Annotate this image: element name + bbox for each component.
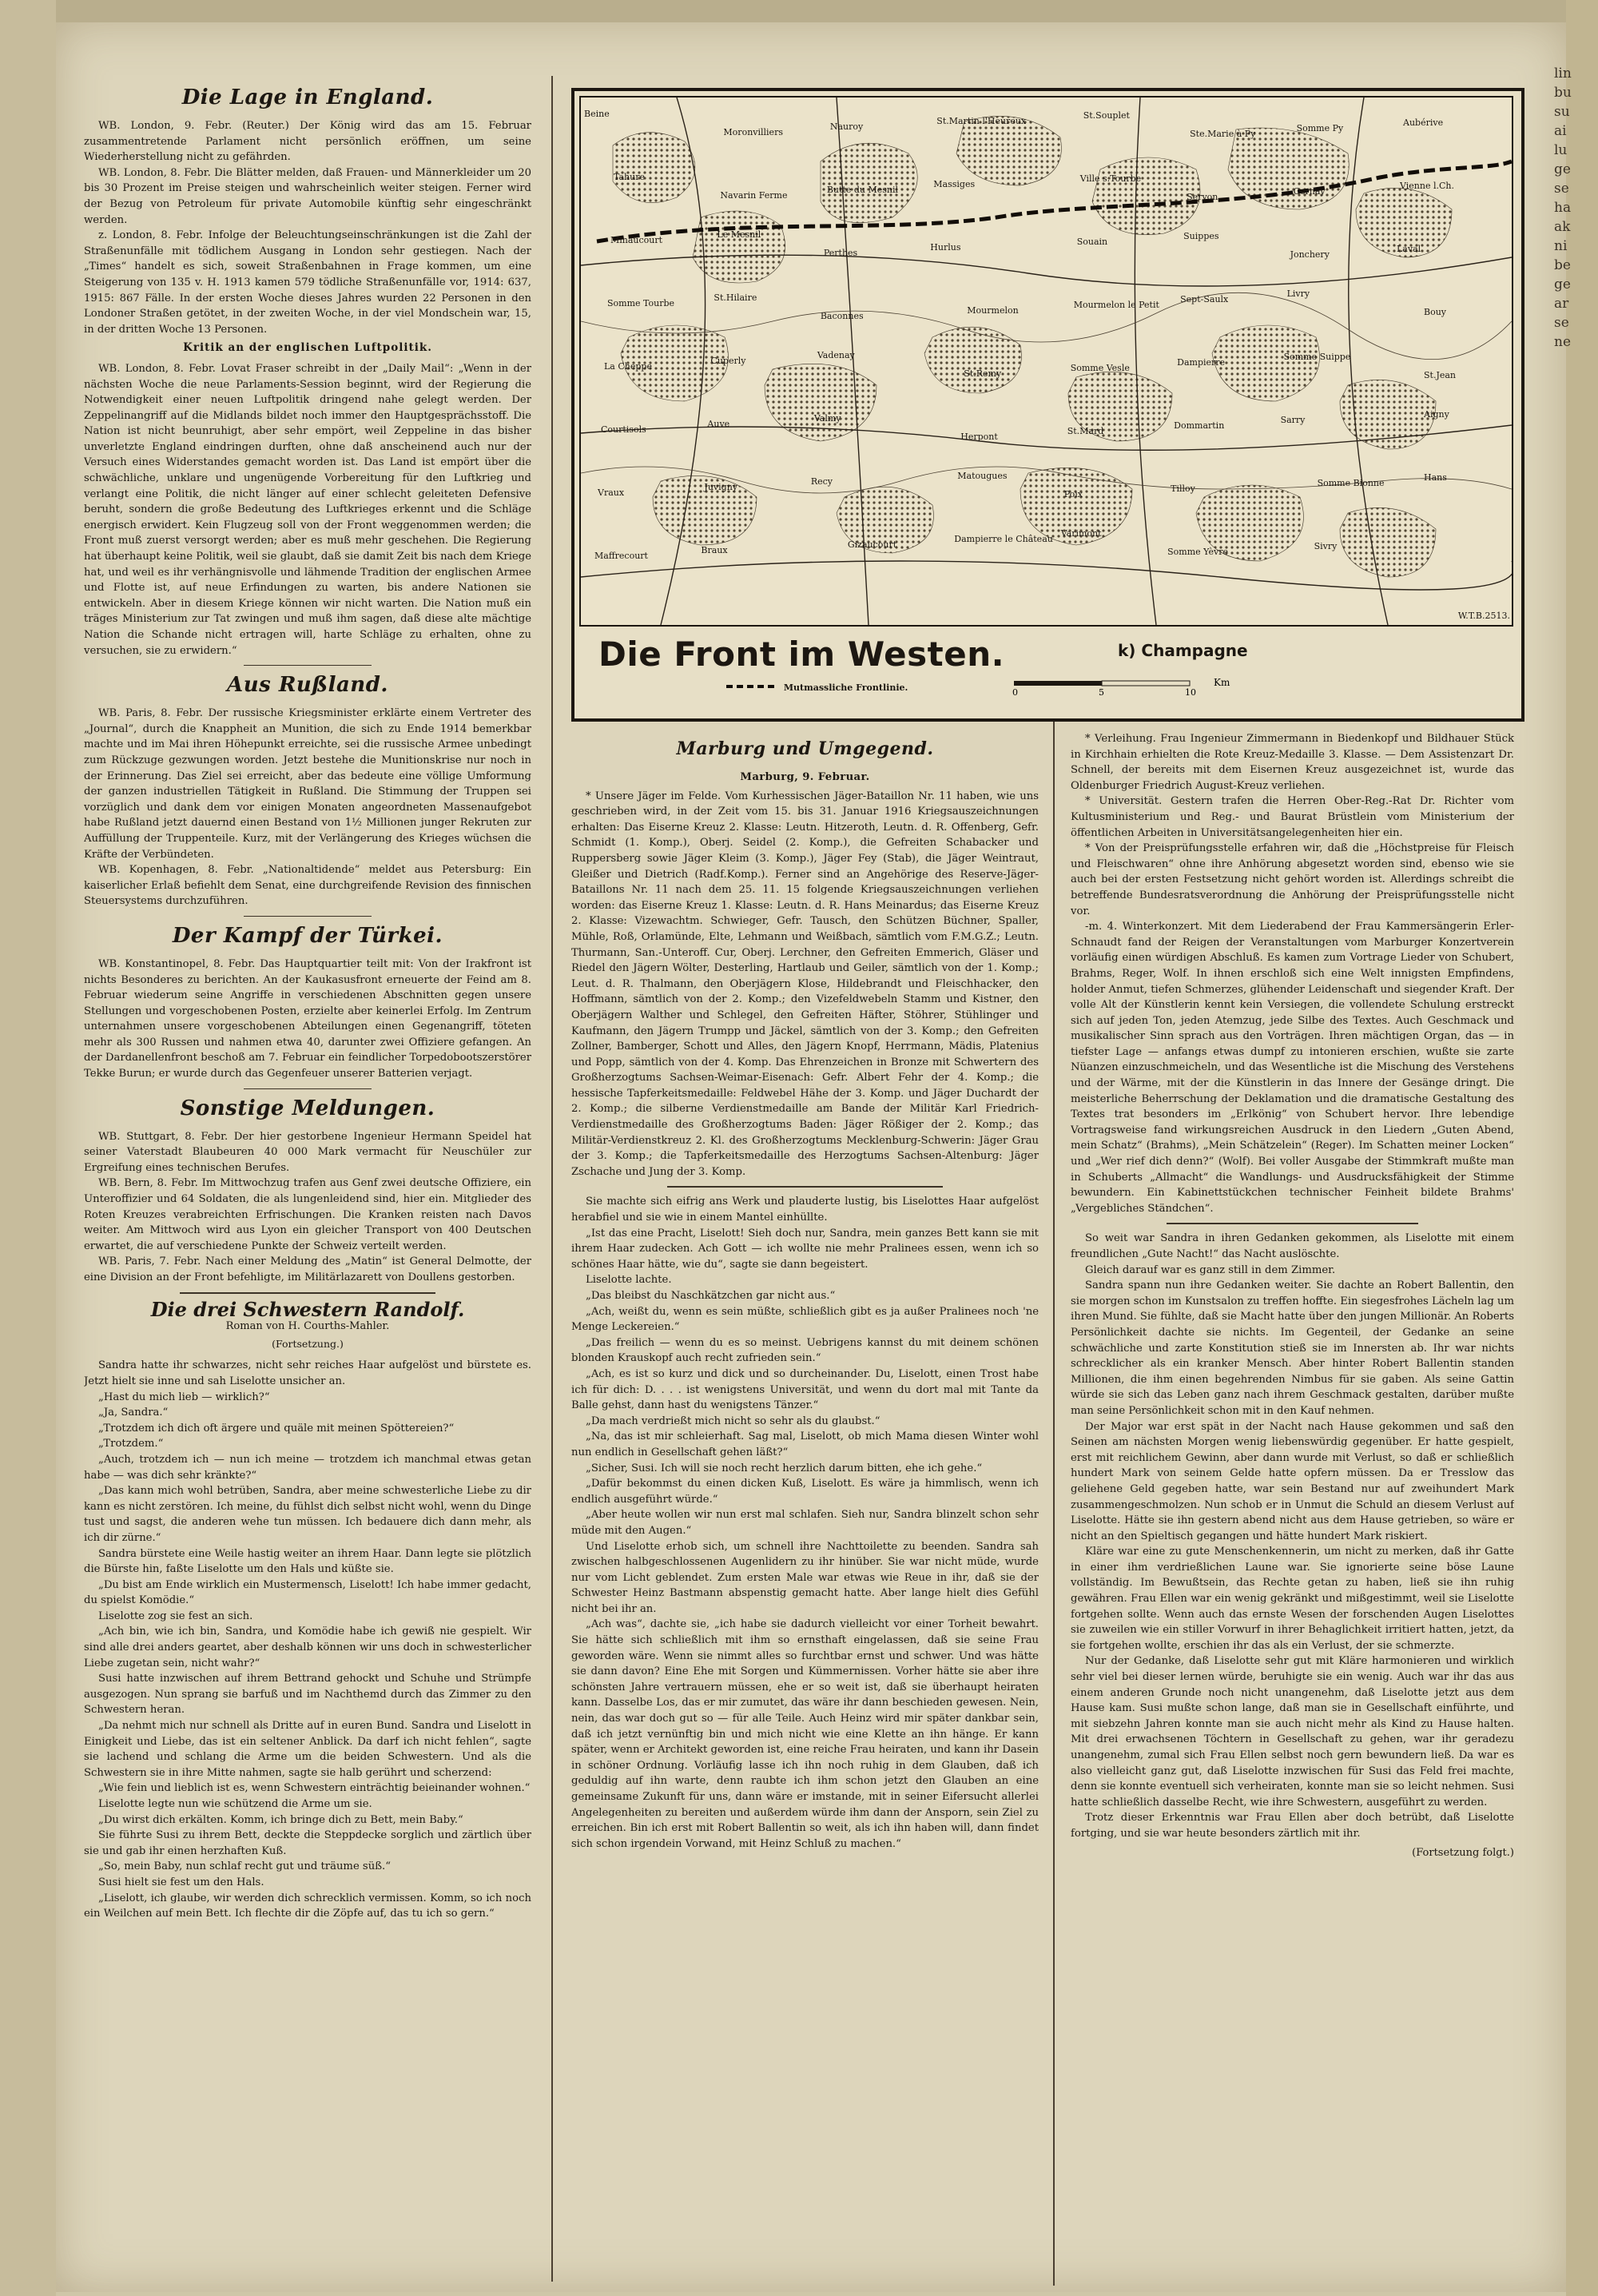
map-place-label: Cernay: [1293, 186, 1326, 197]
novel-paragraph: „Auch, trotzdem ich — nun ich meine — trotzdem ich manchmal etwas getan habe — was dich sehr kränkte?“: [84, 1453, 531, 1482]
map-place-label: Perthes: [823, 248, 858, 258]
article-paragraph: WB. Bern, 8. Febr. Im Mittwochzug trafen aus Genf zwei deutsche Offiziere, ein Unteroffizier und 64 Soldaten, die als lungenleidend sind, hier ein. Mitglieder des Roten Kreuzes verabreichten Erfrischungen. Die Kranken reisten nach Davos weiter. Am Mittwoch wird aus Lyon ein gleicher Transport von 400 Deutschen erwartet, die auf verschiedene Punkte der Schweiz verteilt werden.: [84, 1177, 531, 1252]
headline-england: Die Lage in England.: [181, 86, 434, 109]
edge-text-fragment: ge: [1554, 277, 1571, 292]
england-articles: [84, 118, 531, 337]
novel-paragraph: Kläre war eine zu gute Menschenkennerin, um nicht zu merken, daß ihr Gatte in einer ihm verdrießlichen Laune war. Sie ignorierte seine böse Laune vollständig. Im Bewußtsein, das Rechte getan zu haben, ließ sie ihn ruhig gewähren. Frau Ellen war ein wenig gekränkt und mißgestimmt, weil sie Liselotte fortgehen sollte. Wenn auch das ernste Wesen der forschenden Augen Liselottes sie zuweilen wie ein stiller Vorwurf in ihrer Behaglichkeit irritiert hatten, jetzt, da sie fortgehen wollte, erschien ihr das als ein Verlust, der sie schmerzte.: [1071, 1546, 1514, 1652]
novel-paragraph: Susi hielt sie fest um den Hals.: [98, 1876, 264, 1888]
column-rule: [1053, 719, 1055, 2286]
novel-paragraph: „So, mein Baby, nun schlaf recht gut und träume süß.“: [98, 1860, 391, 1873]
map-place-label: Somme Bionne: [1317, 478, 1385, 488]
novel-paragraph: Nur der Gedanke, daß Liselotte sehr gut mit Kläre harmonieren und wirklich sehr viel bei dieser lernen würde, beruhigte sie ein wenig. Auch war ihr das aus einem anderen Grunde noch nicht unangenehm, daß Liselotte jetzt aus dem Hause kam. Susi mußte schon lange, daß man sie in Gesellschaft einführte, und mit siebzehn Jahren konnte man sie auch nicht mehr als Kind zu Hause halten. Mit drei erwachsenen Töchtern in Gesellschaft zu gehen, war ihr geradezu unangenehm, zumal sich Frau Ellen selbst noch gern bewundern ließ. Da war es also vielleicht ganz gut, daß Liselotte inzwischen für Susi das Feld frei machte, denn sie konnte eventuell sich verheiraten, konnte man sie so leicht nehmen. Susi hatte schließlich dasselbe Recht, wie ihre Schwestern, ausgeführt zu werden.: [1071, 1655, 1514, 1809]
map-area: [579, 96, 1513, 627]
map-place-label: Vienne l.Ch.: [1400, 181, 1454, 191]
front-map: [571, 88, 1524, 722]
map-place-label: Herpont: [960, 432, 998, 442]
map-place-label: Sivry: [1314, 541, 1338, 551]
map-place-label: Beine: [584, 109, 610, 119]
serial-novel-byline: Roman von H. Courths-Mahler.: [225, 1320, 390, 1333]
novel-paragraph: „Ach was“, dachte sie, „ich habe sie dadurch vielleicht vor einer Torheit bewahrt. Sie hätte sich schließlich mit ihm so ernsthaft eingelassen, daß sie seine Frau geworden wäre. Wenn sie nimmt alles so furchtbar ernst und schwer. Und was hätte sie dann davon? Eine Ehe mit Sorgen und Kümmernissen. Vorher hätte sie aber ihre schönsten Jahre vertrauern müssen, ehe er so weit ist, daß sie überhaupt heiraten kann. Dasselbe Los, das er mir zumutet, das wäre ihr dann beschieden gewesen. Nein, nein, das war doch gut so — für alle Teile. Auch Heinz wird mir später dankbar sein, daß ich jetzt vernünftig bin und mich nicht wie eine Klette an ihn hänge. Er kann später, wenn er Architekt geworden ist, eine reiche Frau heiraten, und kann ihr Dasein in schöner Ordnung. Vorläufig lasse ich ihn noch ruhig in dem Glauben, daß ich geduldig auf ihn warte, denn raubte ich ihm schon jetzt den Glauben an eine gemeinsame Zukunft für uns, dann wäre er imstande, mit in seiner Eifersucht allerlei Angelegenheiten zu bereiten und außerdem würde ihm dann der Ansporn, sein Ziel zu erreichen. Bin ich erst mit Robert Ballentin so weit, als ich ihn haben will, dann findet sich schon irgendein Vorwand, mit Heinz Schluß zu machen.“: [571, 1618, 1039, 1850]
edge-text-fragment: lin: [1554, 66, 1572, 82]
dateline: Marburg, 9. Februar.: [740, 771, 870, 783]
column-left: [84, 80, 531, 2286]
novel-paragraph: Sie machte sich eifrig ans Werk und plauderte lustig, bis Liselottes Haar aufgelöst herabfiel und sie wie in einem Mantel einhüllte.: [571, 1196, 1039, 1224]
map-place-label: Maffrecourt: [594, 551, 648, 561]
article-paragraph: WB. Stuttgart, 8. Febr. Der hier gestorbene Ingenieur Hermann Speidel hat seiner Vaterstadt Blaubeuren 40 000 Mark vermacht für Neuschüler zur Ergreifung eines technischen Berufes.: [84, 1130, 531, 1174]
scan-border-left: [0, 0, 56, 2296]
article-paragraph: WB. Paris, 7. Febr. Nach einer Meldung des „Matin“ ist General Delmotte, der eine Division an der Front befehligte, im Militärlazarett von Doullens gestorben.: [84, 1255, 531, 1283]
map-title: Die Front im Westen.: [598, 635, 1005, 674]
section-divider: [180, 1292, 435, 1294]
legend-line-swatch: [726, 685, 774, 691]
map-place-label: Baconnes: [820, 311, 864, 321]
divider: [244, 665, 372, 666]
novel-paragraph: „Da nehmt mich nur schnell als Dritte auf in euren Bund. Sandra und Liselott in Einigkeit und Liebe, das ist ein seltener Anblick. Da darf ich nicht fehlen“, sagte sie lachend und schlang die Arme um die beiden Schwestern. Und als die Schwestern sie in ihre Mitte nahmen, sagte sie halb gerührt und scherzend:: [84, 1720, 531, 1779]
map-place-label: Cuperly: [710, 356, 746, 366]
article-paragraph: WB. London, 8. Febr. Lovat Fraser schreibt in der „Daily Mail“: „Wenn in der nächsten Woche die neue Parlaments-Session beginnt, wird der Regierung die Notwendigkeit einer neuen Luftpolitik dringend nahe gelegt werden. Der Zeppelinangriff auf die Midlands bildet noch immer den Hauptgesprächsstoff. Die Nation ist nicht beunruhigt, aber sehr empört, weil Zeppeline in das bisher unverletzte England eindringen durften, ohne daß anscheinend auch nur der Versuch eines Widerstandes gemacht worden ist. Das Land ist empört über die schwächliche, unklare und ungenügende Vorbereitung für den Luftkrieg und verlangt eine Politik, die nicht länger auf einer schlecht geleiteten Defensive beruht, sondern die große Bedeutung des Luftkrieges erkennt und die Schläge energisch erwidert. Kein Flugzeug soll von der Front weggenommen werden; die Front muß zuerst versorgt werden; aber es muß mehr geschehen. Die Regierung hat überhaupt keine Politik, weil sie glaubt, daß sie damit Zeit bis nach dem Kriege hat, und weil es ihr verhängnisvolle und lähmende Tradition der englischen Armee und Flotte ist, auf neue Erfindungen zu warten, bis andere Nationen sie entwickeln. Aber in diesem Kriege können wir nicht warten. Die Nation muß ein träges Ministerium zur Tat zwingen und muß ihm sagen, daß diese alte mächtige Nation die Schande nicht ertragen will, harte Schläge zu erhalten, ohne zu versuchen, sie zu erwidern.“: [84, 362, 531, 657]
novel-paragraph: „Du wirst dich erkälten. Komm, ich bringe dich zu Bett, mein Baby.“: [98, 1813, 463, 1826]
map-place-label: Aubérive: [1403, 117, 1444, 128]
map-place-label: Massiges: [933, 179, 976, 189]
novel-paragraph: Trotz dieser Erkenntnis war Frau Ellen aber doch betrübt, daß Liselotte fortging, und sie war heute besonders zärtlich mit ihr.: [1071, 1812, 1514, 1840]
map-place-label: Suippes: [1183, 231, 1219, 241]
scale-tick-5: 5: [1099, 687, 1104, 697]
novel-paragraph: „Dafür bekommst du einen dicken Kuß, Liselott. Es wäre ja himmlisch, wenn ich endlich ausgeführt würde.“: [571, 1478, 1039, 1506]
scale-tick-10: 10: [1185, 687, 1196, 697]
map-place-label: Sept-Saulx: [1180, 294, 1229, 304]
map-place-label: St.Hilaire: [714, 292, 757, 303]
edge-text-fragment: ai: [1554, 123, 1567, 139]
column-middle: [571, 731, 1039, 2282]
map-place-label: Sarry: [1280, 415, 1306, 425]
novel-paragraph: „Du bist am Ende wirklich ein Mustermensch, Liselott! Ich habe immer gedacht, du spielst Komödie.“: [84, 1578, 531, 1607]
scan-border-top: [0, 0, 1598, 22]
map-place-label: Navarin Ferme: [720, 190, 788, 201]
scale-unit: Km: [1214, 677, 1230, 688]
section-divider: [667, 1186, 943, 1188]
novel-paragraph: Und Liselotte erhob sich, um schnell ihre Nachttoilette zu beenden. Sandra sah zwischen halbgeschlossenen Augenlidern zu ihr hinüber. Sie war nicht müde, wurde nur vom Licht geblendet. Zum ersten Male war etwas wie Reue in ihr, daß sie der Schwester Heinz Bastmann abspenstig gemacht hatte. Aber lange hielt dies Gefühl nicht bei ihr an.: [571, 1540, 1039, 1615]
edge-text-fragment: ar: [1554, 296, 1569, 312]
novel-paragraph: Liselotte lachte.: [586, 1274, 672, 1287]
map-place-label: Matougues: [957, 471, 1008, 481]
novel-paragraph: Susi hatte inzwischen auf ihrem Bettrand gehockt und Schuhe und Strümpfe ausgezogen. Nun sprang sie barfuß und im Nachthemd durch das Zimmer zu den Schwestern heran.: [84, 1673, 531, 1717]
edge-text-fragment: ne: [1554, 334, 1572, 350]
map-place-label: Jonchery: [1290, 249, 1330, 260]
novel-paragraph: „Das bleibst du Naschkätzchen gar nicht aus.“: [586, 1290, 836, 1302]
map-place-label: Servon: [1187, 192, 1218, 202]
novel-paragraph: „Trotzdem ich dich oft ärgere und quäle mit meinen Spöttereien?“: [98, 1422, 455, 1435]
headline-tuerkei: Der Kampf der Türkei.: [172, 923, 443, 948]
map-place-label: Mourmelon le Petit: [1073, 300, 1159, 310]
article-paragraph: WB. London, 9. Febr. (Reuter.) Der König wird das am 15. Februar zusammentretende Parlament nicht persönlich eröffnen, um seine Wiederherstellung nicht zu gefährden.: [84, 120, 531, 164]
map-place-label: St.Mard: [1067, 426, 1104, 436]
novel-paragraph: Sandra hatte ihr schwarzes, nicht sehr reiches Haar aufgelöst und bürstete es. Jetzt hielt sie inne und sah Liselotte unsicher an.: [84, 1359, 531, 1387]
novel-paragraph: „Da mach verdrießt mich nicht so sehr als du glaubst.“: [586, 1415, 880, 1427]
scale-tick-0: 0: [1012, 687, 1018, 697]
map-place-label: Dampierre le Château: [954, 534, 1053, 544]
serial-novel-text: [84, 1358, 531, 1921]
novel-paragraph: Der Major war erst spät in der Nacht nach Hause gekommen und saß den Seinen am nächsten Morgen wenig liebenswürdig gegenüber. Er hatte gespielt, erst mit reichlichem Gewinn, aber dann wurde mit Verlust, so daß er schließlich hundert Mark von seinem Gelde hatte opfern müssen. Da er Tresslow das geliehene Geld gegeben hatte, war sein Bestand nur auf zweihundert Mark zusammengeschmolzen. Nun schob er in Unmut die Schuld an diesem Verlust auf Liselotte. Hätte sie ihn gestern abend nicht aus dem Hause getrieben, so wäre er nicht an den Spieltisch gegangen und hätte hundert Mark riskiert.: [1071, 1420, 1514, 1542]
novel-paragraph: „Das freilich — wenn du es so meinst. Uebrigens kannst du mit deinem schönen blonden Krauskopf auch recht zufrieden sein.“: [571, 1336, 1039, 1365]
novel-paragraph: „Aber heute wollen wir nun erst mal schlafen. Sieh nur, Sandra blinzelt schon sehr müde mit den Augen.“: [571, 1509, 1039, 1537]
article-paragraph: WB. London, 8. Febr. Die Blätter melden, daß Frauen- und Männerkleider um 20 bis 30 Prozent im Preise steigen und wahrscheinlich weiter steigen. Ferner wird der Bezug von Petroleum für private Automobile künftig sehr eingeschränkt werden.: [84, 166, 531, 226]
headline-russland: Aus Rußland.: [227, 673, 388, 698]
map-place-label: Varimont: [1060, 528, 1102, 539]
map-place-label: Courtisols: [601, 424, 646, 435]
article-paragraph: * Von der Preisprüfungsstelle erfahren wir, daß die „Höchstpreise für Fleisch und Fleischwaren“ ohne ihre Anhörung abgesetzt worden sind, ebenso wie sie auch bei der ersten Festsetzung nicht gehört worden ist. Allerdings schreibt die betreffende Bundesratsverordnung die Anhörung der Preisprüfungsstelle nicht vor.: [1071, 842, 1514, 917]
map-place-label: Souain: [1076, 237, 1108, 247]
novel-paragraph: „Sicher, Susi. Ich will sie noch recht herzlich darum bitten, ehe ich gehe.“: [586, 1462, 983, 1474]
map-place-label: Dampierre: [1177, 357, 1226, 368]
serial-novel-title: Die drei Schwestern Randolf.: [150, 1297, 465, 1321]
novel-paragraph: Gleich darauf war es ganz still in dem Zimmer.: [1085, 1263, 1336, 1276]
map-place-label: St.Souplet: [1083, 110, 1130, 121]
map-place-label: Hurlus: [930, 242, 961, 253]
article-paragraph: -m. 4. Winterkonzert. Mit dem Liederabend der Frau Kammersängerin Erler-Schnaudt fand der Reigen der Veranstaltungen vom Marburger Konzertverein vorläufig einen würdigen Abschluß. Es kamen zum Vortrage Lieder von Schubert, Brahms, Reger, Wolf. In ihnen erschloß sich eine Welt innigsten Empfindens, holder Anmut, tiefen Schmerzes, glühender Leidenschaft und siegender Kraft. Der volle Alt der Künstlerin kennt kein Versiegen, die vollendete Schulung erstreckt sich auf jeden Ton, jeden Atemzug, jede Silbe des Textes. Auch Geschmack und musikalischer Sinn sprach aus den Vorträgen. Ihren mächtigen Organ, das — in tiefster Lage — anfangs etwas dumpf zu intonieren erschien, wußte sie zarte Nüanzen einzuschmeicheln, und das Wesentliche ist die Mischung des Verstehens und der Wärme, mit der die Künstlerin in das Innere der Gesänge dringt. Die meisterliche Beherrschung der Deklamation und die dramatische Gestaltung des Textes trat besonders im „Erlkönig“ von Schubert hervor. Ihre lebendige Vortragsweise fand wirkungsreichen Ausdruck in den Liedern „Guten Abend, mein Schatz“ (Brahms), „Mein Schätzelein“ (Reger). Im Schatten meiner Locken“ und „Wer rief dich denn?“ (Wolf). Bei voller Ausgabe der Stimmkraft mußte man in Schuberts „Allmacht“ die Wandlungs- und Ausdrucksfähigkeit der Stimme bewundern. Ein Kabinettstückchen technischer Feinheit bildete Brahms' „Vergebliches Ständchen“.: [1071, 921, 1514, 1215]
map-place-label: Juvigny: [704, 482, 737, 492]
divider: [244, 916, 372, 917]
article-paragraph: * Unsere Jäger im Felde. Vom Kurhessischen Jäger-Bataillon Nr. 11 haben, wie uns geschrieben wird, in der Zeit vom 15. bis 31. Januar 1916 Kriegsauszeichnungen erhalten: Das Eiserne Kreuz 2. Klasse: Leutn. Hitzeroth, Leutn. d. R. Offenberg, Gefr. Schmidt (1. Komp.), Oberj. Seidel (2. Komp.), die Gefreiten Schabacker und Ruppersberg sowie Jäger Kleim (3. Komp.), Jäger Fey (Stab), die Jäger Weintraut, Gleißer und Dietrich (Radf.Komp.). Ferner sind an Angehörige des Reserve-Jäger-Bataillons Nr. 11 nach dem 25. 11. 15 folgende Kriegsauszeichnungen verliehen worden: das Eiserne Kreuz 1. Klasse: Leutn. d. R. Hans Meinardus; das Eiserne Kreuz 2. Klasse: Vizewachtm. Schwieger, Gefr. Tausch, den Schützen Büchner, Spaller, Mühle, Roß, Orlamünde, Elte, Lehmann und Weißbach, sämtlich vom F.M.G.Z.; Leutn. Thurmann, San.-Unteroff. Cur, Oberj. Lerchner, den Gefreiten Emmerich, Gläser und Riedel den Jägern Wölter, Desterling, Hartlaub und Geiler, sämtlich von der 1. Komp.; Leut. d. R. Thalmann, den Oberjägern Klose, Hildebrandt und Fleischhacker, den Hoffmann, sämtlich von der 2. Komp.; den Vizefeldwebeln Stamm und Kistner, den Oberjägern Walther und Schlegel, den Gefreiten Häfter, Stöhrer, Stühlinger und Kaufmann, den Jägern Trumpp und Jäckel, sämtlich von der 3. Komp.; den Gefreiten Zollner, Bamberger, Schott und Alles, den Jägern Knopf, Herrmann, Mädis, Platenius und Popp, sämtlich von der 4. Komp. Das Ehrenzeichen in Bronze mit Schwertern des Großherzogtums Sachsen-Weimar-Eisenach: Gefr. Albert Fehr der 4. Komp.; die hessische Tapferkeitsmedaille: Feldwebel Hähe der 3. Komp. und Jäger Duchardt der 2. Komp.; die silberne Verdienstmedaille am Bande der Militär Karl Friedrich-Verdienstmedaille des Großherzogtums Baden: Jäger Rößiger der 2. Komp.; das Militär-Verdienstkreuz 2. Kl. des Großherzogtums Mecklenburg-Schwerin: Jäger Grau der 3. Komp.; die Tapferkeitsmedaille des Herzogtums Sachsen-Altenburg: Jäger Zschache und Jung der 3. Komp.: [571, 790, 1039, 1178]
novel-paragraph: Sandra bürstete eine Weile hastig weiter an ihrem Haar. Dann legte sie plötzlich die Bürste hin, faßte Liselotte um den Hals und küßte sie.: [84, 1547, 531, 1576]
map-place-label: Somme Tourbe: [607, 298, 675, 308]
map-legend: [726, 682, 908, 693]
edge-text-fragment: bu: [1554, 85, 1572, 101]
serial-novel-note: (Fortsetzung.): [272, 1337, 344, 1350]
map-place-label: St.Martin l'Heureux: [936, 116, 1027, 126]
map-place-label: Auve: [707, 419, 730, 429]
adjacent-page-edge: [1554, 64, 1598, 352]
novel-paragraph: „Ist das eine Pracht, Liselott! Sieh doch nur, Sandra, mein ganzes Bett kann sie mit ihrem Haar zudecken. Ach Gott — ich wollte nie mehr Pralinees essen, wenn ich so schönes Haar hätte, wie du“, sagte sie dann begeistert.: [571, 1227, 1039, 1271]
map-place-label: Butte du Mesnil: [826, 185, 899, 195]
edge-text-fragment: ak: [1554, 219, 1571, 235]
article-paragraph: WB. Kopenhagen, 8. Febr. „Nationaltidende“ meldet aus Petersburg: Ein kaiserlicher Erlaß befiehlt dem Senat, eine durchgreifende Revision des finnischen Steuersystems durchzuführen.: [84, 864, 531, 908]
map-credit: W.T.B.2513.: [1457, 611, 1510, 621]
divider: [244, 1088, 372, 1089]
column-rule: [551, 76, 553, 2282]
novel-paragraph: „Ach, es ist so kurz und dick und so durcheinander. Du, Liselott, einen Trost habe ich für dich: D. . . . ist wenigstens Universität, und wenn du dort mal mit Tante da Balle gehst, dann hast du wenigstens Tänzer.“: [571, 1367, 1039, 1412]
novel-paragraph: „Hast du mich lieb — wirklich?“: [98, 1391, 270, 1403]
subhead-luftpolitik: Kritik an der englischen Luftpolitik.: [183, 341, 432, 355]
map-place-label: Somme Py: [1296, 123, 1344, 133]
map-place-label: Ville s.Tourbe: [1079, 173, 1142, 184]
map-place-label: Dommartin: [1174, 420, 1225, 431]
map-place-label: Nauroy: [829, 121, 864, 132]
map-place-label: Somme Yèvre: [1167, 547, 1228, 557]
map-place-label: Livry: [1286, 288, 1310, 299]
map-place-label: Tilloy: [1171, 483, 1195, 494]
edge-text-fragment: ha: [1554, 200, 1572, 216]
novel-paragraph: So weit war Sandra in ihren Gedanken gekommen, als Liselotte mit einem freundlichen „Gute Nacht!“ das Nacht auslöschte.: [1071, 1232, 1514, 1260]
map-place-label: Valmy: [813, 413, 841, 424]
map-place-label: Somme Suippe: [1283, 352, 1351, 362]
edge-text-fragment: be: [1554, 257, 1571, 273]
map-place-label: St.Jean: [1424, 370, 1457, 380]
article-paragraph: z. London, 8. Febr. Infolge der Beleuchtungseinschränkungen ist die Zahl der Straßenunfälle mit tödlichem Ausgang in London sehr gestiegen. Nach der „Times“ handelt es sich, soweit Straßenbahnen in Frage kommen, um eine Steigerung von 135 v. H. 1913 kamen 579 tödliche Straßenunfälle vor, 1914: 637, 1915: 867 Fälle. In der ersten Woche dieses Jahres wurden 22 Personen in den Londoner Straßen getötet, in der zweiten Woche, in der viel Mondschein war, 15, in der dritten Woche 13 Personen.: [84, 229, 531, 336]
map-place-label: Braux: [701, 545, 728, 555]
map-place-label: Hans: [1424, 472, 1447, 483]
map-place-label: Recy: [810, 476, 833, 487]
novel-paragraph: „Ach, weißt du, wenn es sein müßte, schließlich gibt es ja außer Pralinees noch 'ne Menge Leckereien.“: [571, 1305, 1039, 1334]
map-place-label: Bouy: [1424, 307, 1447, 317]
edge-text-fragment: su: [1554, 104, 1570, 120]
map-place-label: Minaucourt: [610, 235, 663, 245]
map-place-label: Vraux: [598, 487, 625, 498]
serial-novel-text: [571, 1194, 1039, 1852]
article-paragraph: * Universität. Gestern trafen die Herren Ober-Reg.-Rat Dr. Richter vom Kultusministerium und Reg.- und Baurat Brüstlein vom Ministerium der öffentlichen Arbeiten in Universitätsangelegenheiten hier ein.: [1071, 795, 1514, 839]
map-place-label: Vadenay: [817, 350, 855, 360]
map-place-label: Tahure: [614, 172, 645, 182]
edge-text-fragment: se: [1554, 181, 1569, 197]
edge-text-fragment: lu: [1554, 142, 1568, 158]
article-paragraph: WB. Paris, 8. Febr. Der russische Kriegsminister erklärte einem Vertreter des „Journal“, durch die Knappheit an Munition, die sich zu Ende 1914 bemerkbar machte und im Mai ihren Höhepunkt erreichte, sei die russische Armee unbedingt zum Rückzuge gezwungen worden. Jetzt bestehe die Munitionskrise nur noch in der Erinnerung. Das Ziel sei erreicht, aber das bedeute eine völlige Umformung der ganzen industriellen Tätigkeit in Rußland. Die Stimmung der Truppen sei vorzüglich und dank dem vor einigen Monaten angeordneten Massenaufgebot habe Rußland jetzt dauernd einen Bestand von 1½ Millionen junger Rekruten zur Auffüllung der Truppenteile. Kurz, mit der Verlängerung des Krieges wüchsen die Kräfte der Verbündeten.: [84, 707, 531, 861]
map-place-label: Poix: [1063, 489, 1083, 499]
continuation-note: (Fortsetzung folgt.): [1412, 1846, 1514, 1859]
novel-paragraph: „Das kann mich wohl betrüben, Sandra, aber meine schwesterliche Liebe zu dir kann es nicht zerstören. Ich meine, du fühlst dich selbst nicht wohl, wenn du Dinge tust und sagst, die anderen wehe tun müssen. Ich bedauere dich dann mehr, als ich dir zürne.“: [84, 1485, 531, 1544]
legend-label: Mutmassliche Frontlinie.: [783, 682, 908, 693]
novel-paragraph: „Ja, Sandra.“: [98, 1407, 169, 1419]
heading-marburg: Marburg und Umgegend.: [676, 738, 934, 759]
map-scale-bar: [1006, 673, 1270, 697]
edge-text-fragment: ge: [1554, 161, 1571, 177]
map-place-label: Ste.Marie à Py: [1190, 129, 1256, 139]
edge-text-fragment: se: [1554, 315, 1569, 331]
map-place-label: Gizaucourt: [847, 539, 897, 550]
novel-paragraph: „Wie fein und lieblich ist es, wenn Schwestern einträchtig beieinander wohnen.“: [98, 1782, 531, 1795]
article-paragraph: WB. Konstantinopel, 8. Febr. Das Hauptquartier teilt mit: Von der Irakfront ist nichts Besonderes zu berichten. An der Kaukasusfront erneuerte der Feind am 8. Februar wiederum seine Angriffe in verschiedenen Abschnitten gegen unsere Stellungen und vorgeschobenen Posten, erzielte aber keinerlei Erfolg. Im Zentrum unternahmen unsere vorgeschobenen Abteilungen einen Gegenangriff, töteten mehr als 300 Russen und nahmen etwa 40, darunter zwei Offiziere gefangen. An der Dardanellenfront beschoß am 7. Februar ein feindlicher Torpedobootszerstörer Tekke Burun; er wurde durch das Gegenfeuer unserer Batterien verjagt.: [84, 957, 531, 1080]
map-place-label: Laval: [1397, 244, 1421, 254]
map-place-label: La Cheppe: [604, 361, 652, 372]
novel-paragraph: Sandra spann nun ihre Gedanken weiter. Sie dachte an Robert Ballentin, den sie morgen schon im Kunstsalon zu treffen hoffte. Ein siegesfrohes Lächeln lag um ihren Mund. Sie fühlte, daß sie Macht hatte über den jungen Millionär. An Roberts Persönlichkeit dachte sie nichts. Im Gegenteil, der Gedanke an seine schwächliche und zarte Konstitution stieß sie im Innersten ab. Ihr war nichts schrecklicher als ein kranker Mensch. Aber hinter Robert Ballentin standen Millionen, die ihm einen begehrenden Nimbus für sie gaben. Als seine Gattin würde sie sich das Leben ganz nach ihrem Geschmack gestalten, darüber mußte man seine Persönlichkeit schon mit in den Kauf nehmen.: [1071, 1279, 1514, 1417]
map-place-label: Aigny: [1424, 409, 1449, 420]
novel-paragraph: „Ach bin, wie ich bin, Sandra, und Komödie habe ich gewiß nie gespielt. Wir sind alle drei anders geartet, aber deshalb können wir uns doch in schwesterlicher Liebe zugetan sein, nicht wahr?“: [84, 1626, 531, 1669]
map-place-label: Moronvilliers: [723, 127, 783, 137]
novel-paragraph: „Trotzdem.“: [98, 1438, 164, 1450]
map-place-label: Le Mesnil: [717, 229, 761, 240]
section-divider: [1167, 1223, 1418, 1224]
novel-paragraph: Liselotte zog sie fest an sich.: [98, 1610, 253, 1622]
map-place-label: Mourmelon: [967, 305, 1019, 316]
novel-paragraph: „Na, das ist mir schleierhaft. Sag mal, Liselott, ob mich Mama diesen Winter wohl nun endlich in Gesellschaft gehen läßt?“: [571, 1431, 1039, 1458]
article-paragraph: * Verleihung. Frau Ingenieur Zimmermann in Biedenkopf und Bildhauer Stück in Kirchhain erhielten die Rote Kreuz-Medaille 3. Klasse. — Dem Assistenzart Dr. Schnell, der bereits mit dem Eisernen Kreuz ausgezeichnet ist, wurde das Oldenburger Friedrich August-Kreuz verliehen.: [1071, 733, 1514, 792]
novel-paragraph: Sie führte Susi zu ihrem Bett, deckte die Steppdecke sorglich und zärtlich über sie und gab ihr einen herzhaften Kuß.: [84, 1829, 531, 1857]
map-place-label: Somme Vesle: [1070, 363, 1130, 373]
serial-novel-text: [1071, 1231, 1514, 1841]
map-place-label: St.Remy: [964, 368, 1002, 379]
novel-paragraph: Liselotte legte nun wie schützend die Arme um sie.: [98, 1798, 372, 1810]
map-subtitle: k) Champagne: [1118, 641, 1248, 660]
novel-paragraph: „Liselott, ich glaube, wir werden dich schrecklich vermissen. Komm, so ich noch ein Weilchen auf mein Bett. Ich flechte dir die Zöpfe auf, das tu ich so gern.“: [84, 1892, 531, 1920]
edge-text-fragment: ni: [1554, 238, 1568, 254]
column-right: [1071, 731, 1514, 2282]
headline-meldungen: Sonstige Meldungen.: [180, 1096, 435, 1120]
